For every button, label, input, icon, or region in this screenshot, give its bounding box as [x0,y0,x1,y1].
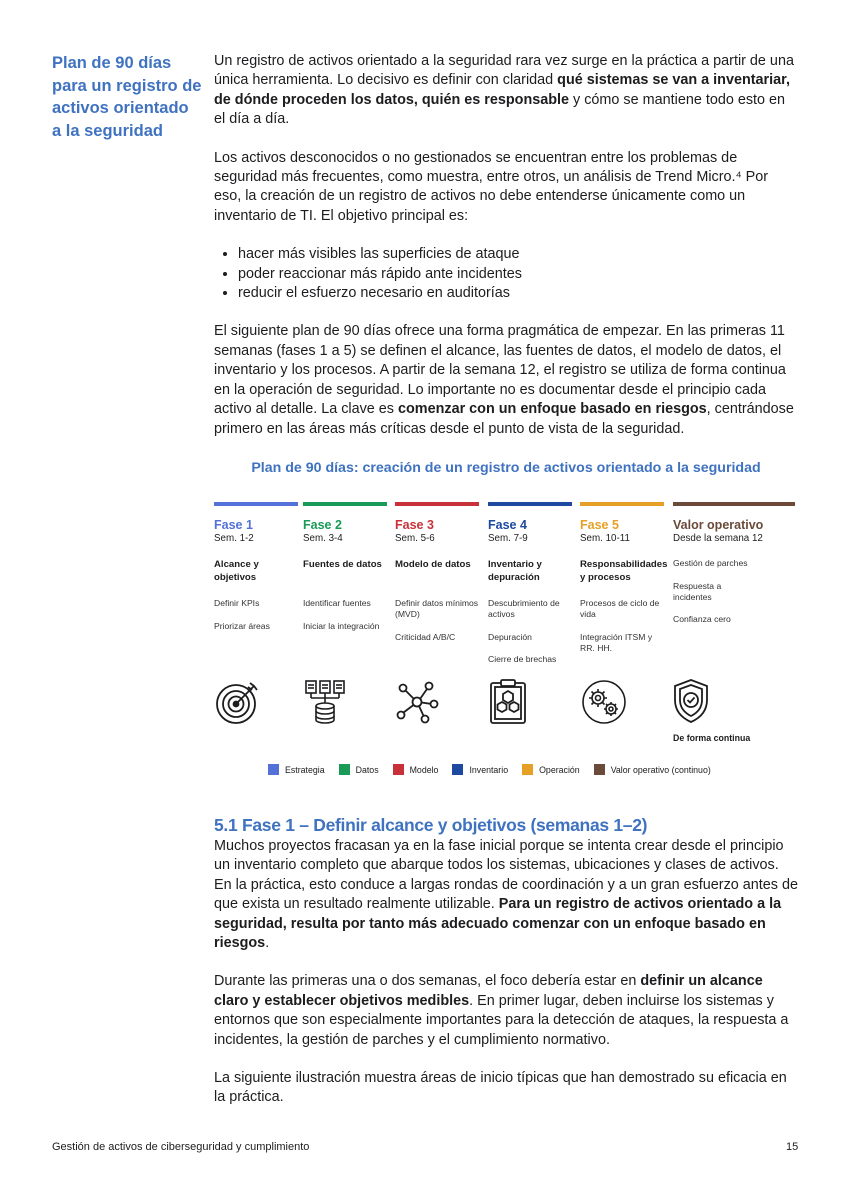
phase-weeks: Sem. 10-11 [580,533,630,544]
phase-column-2 [303,502,387,631]
footer-title: Gestión de activos de ciberseguridad y cumplimiento [52,1141,310,1153]
sidebar-title-line: para un registro de [52,76,202,95]
phase-item: Priorizar áreas [214,620,270,631]
phase-topic: Alcance y objetivos [214,559,259,583]
phase-weeks: Sem. 3-4 [303,533,343,544]
phase-column-4 [488,502,572,664]
phase-bar [488,502,572,506]
legend-swatch [452,764,463,775]
phase-item: Cierre de brechas [488,654,557,664]
legend-item [268,764,325,775]
bold-text: comenzar con un enfoque basado en riesgos [398,401,707,418]
legend-swatch [393,764,404,775]
phase-items [673,558,795,637]
text-span: Durante las primeras una o dos semanas, el foco debería estar en [214,973,641,990]
sidebar-title-line: a la seguridad [52,121,163,140]
phase-item: Gestión de parches [673,558,748,568]
bold-text: Para un registro de activos orientado a la seguridad, resulta por tanto más adecuado comenzar con un enfoque basado en riesgos [214,896,782,952]
section-paragraph-3: La siguiente ilustración muestra áreas de inicio típicas que han demostrado su eficacia en la práctica. [214,1070,787,1106]
phase-bar [303,502,387,506]
legend-label: Estrategia [285,764,325,775]
phase-name: Fase 2 [303,518,342,532]
phase-name: Fase 1 [214,518,253,532]
phase-item: Confianza cero [673,614,731,624]
legend-item [522,764,580,775]
phase-topic: Inventario y depuración [488,559,542,583]
list-item: • hacer más visibles las superficies de ataque [238,245,798,264]
phase-item: Respuesta a incidentes [673,580,722,602]
phase-name: Valor operativo [673,518,764,532]
phase-item: Definir KPIs [214,598,260,608]
gears-process-icon [580,678,628,726]
phase-item: Criticidad A/B/C [395,631,456,642]
legend-label: Datos [355,764,379,775]
phase-column-operational [673,502,795,624]
phase-column-5 [580,502,668,653]
section-paragraph-1 [214,837,798,953]
section-paragraph-2 [214,972,798,1050]
text-span: Muchos proyectos fracasan ya en la fase inicial porque se intenta crear desde el principio un inventario completo que abarque todos los sistemas, ubicaciones y clases de activos. En la práctica, esto conduce a largas rondas de coordinación y a un gran esfuerzo antes de que exista un resultado realmente utilizable. [214,838,798,913]
intro-paragraph-3 [214,322,798,438]
section-body [214,837,798,1108]
phase-item: Depuración [488,631,532,642]
bold-text: qué sistemas se van a inventariar, de dónde proceden los datos, quién es responsable [214,72,790,108]
phase-weeks: Sem. 1-2 [214,533,254,544]
phase-item: Identificar fuentes [303,598,371,608]
legend-label: Inventario [469,764,509,775]
phase-item: Descubrimiento de activos [488,598,560,619]
phase-topic: Responsabilidades y procesos [580,559,668,583]
phase-items [214,598,298,643]
text-span: . [265,935,270,952]
phase-items [395,598,479,654]
phase-name: Fase 4 [488,518,527,532]
phase-items [580,598,664,665]
phase-weeks: Sem. 5-6 [395,533,435,544]
sidebar-title-line: Plan de 90 días [52,54,172,72]
phase-item: Iniciar la integración [303,620,380,631]
figure-legend [268,764,725,775]
legend-label: Operación [539,764,580,775]
text-span: y cómo se mantiene todo esto en el día a día. [214,91,786,128]
phase-timeline [214,502,795,712]
intro-paragraph-2: Los activos desconocidos o no gestionados se encuentran entre los problemas de seguridad más frecuentes, como muestra, entre otros, un análisis de Trend Micro.⁴ Por eso, la creación de un registro de activos no debe entenderse únicamente como un inventario de TI. El objetivo principal es: [214,149,769,224]
list-item: • poder reaccionar más rápido ante incidentes [238,265,798,284]
figure-title: Plan de 90 días: creación de un registro de activos orientado a la seguridad [251,460,761,476]
intro-paragraph-1 [214,52,798,130]
list-item: • reducir el esfuerzo necesario en auditorías [238,284,798,303]
continuous-label: De forma continua [673,733,751,743]
target-icon [214,678,262,726]
data-sources-icon [303,678,351,726]
legend-item [594,764,711,775]
phase-topic: Fuentes de datos [303,559,382,570]
network-model-icon [395,678,443,726]
phase-item: Integración ITSM y RR. HH. [580,631,653,653]
legend-item [393,764,439,775]
phase-weeks: Sem. 7-9 [488,533,528,544]
phase-item: Procesos de ciclo de vida [580,598,660,619]
sidebar-title [52,52,202,142]
intro-section [214,52,798,439]
legend-item [339,764,379,775]
legend-swatch [268,764,279,775]
phase-name: Fase 3 [395,518,434,532]
phase-name: Fase 5 [580,518,619,532]
phase-items [303,598,387,643]
page-number: 15 [786,1141,799,1153]
legend-swatch [339,764,350,775]
phase-column-1 [214,502,298,631]
legend-label: Modelo [409,764,439,775]
legend-swatch [594,764,605,775]
shield-check-icon [673,678,721,726]
bold-text: definir un alcance claro y establecer objetivos medibles [214,973,763,1009]
clipboard-inventory-icon [488,678,536,726]
legend-label: Valor operativo (continuo) [610,764,711,775]
legend-item [452,764,508,775]
text-span: El siguiente plan de 90 días ofrece una forma pragmática de empezar. En las primeras 11 semanas (fases 1 a 5) se definen el alcance, las fuentes de datos, el modelo de datos, el inventario y los procesos. A partir de la semana 12, el registro se utiliza de forma continua en la operación de seguridad. Lo importante no es documentar desde el principio cada activo al detalle. La clave es [214,323,786,418]
phase-items [488,598,572,677]
phase-bar [214,502,298,506]
text-span: , centrándose primero en las áreas más críticas desde el punto de vista de la seguridad. [214,401,794,437]
phase-weeks: Desde la semana 12 [673,533,763,544]
text-span: . En primer lugar, deben incluirse los sistemas y entornos que son especialmente importantes para la detección de ataques, la respuesta a incidentes, la gestión de parches y el cumplimiento normativo. [214,992,789,1048]
phase-column-3 [395,502,479,642]
phase-bar [395,502,479,506]
phase-bar [580,502,664,506]
phase-item: Definir datos mínimos (MVD) [395,598,479,619]
text-span: Un registro de activos orientado a la seguridad rara vez surge en la práctica a partir de una única herramienta. Lo decisivo es definir con claridad [214,53,794,89]
phase-topic: Modelo de datos [395,559,471,570]
sidebar-title-line: activos orientado [52,99,189,117]
legend-swatch [522,764,533,775]
objectives-list [214,245,798,303]
phase-bar [673,502,795,506]
section-heading: 5.1 Fase 1 – Definir alcance y objetivos (semanas 1–2) [214,815,648,835]
